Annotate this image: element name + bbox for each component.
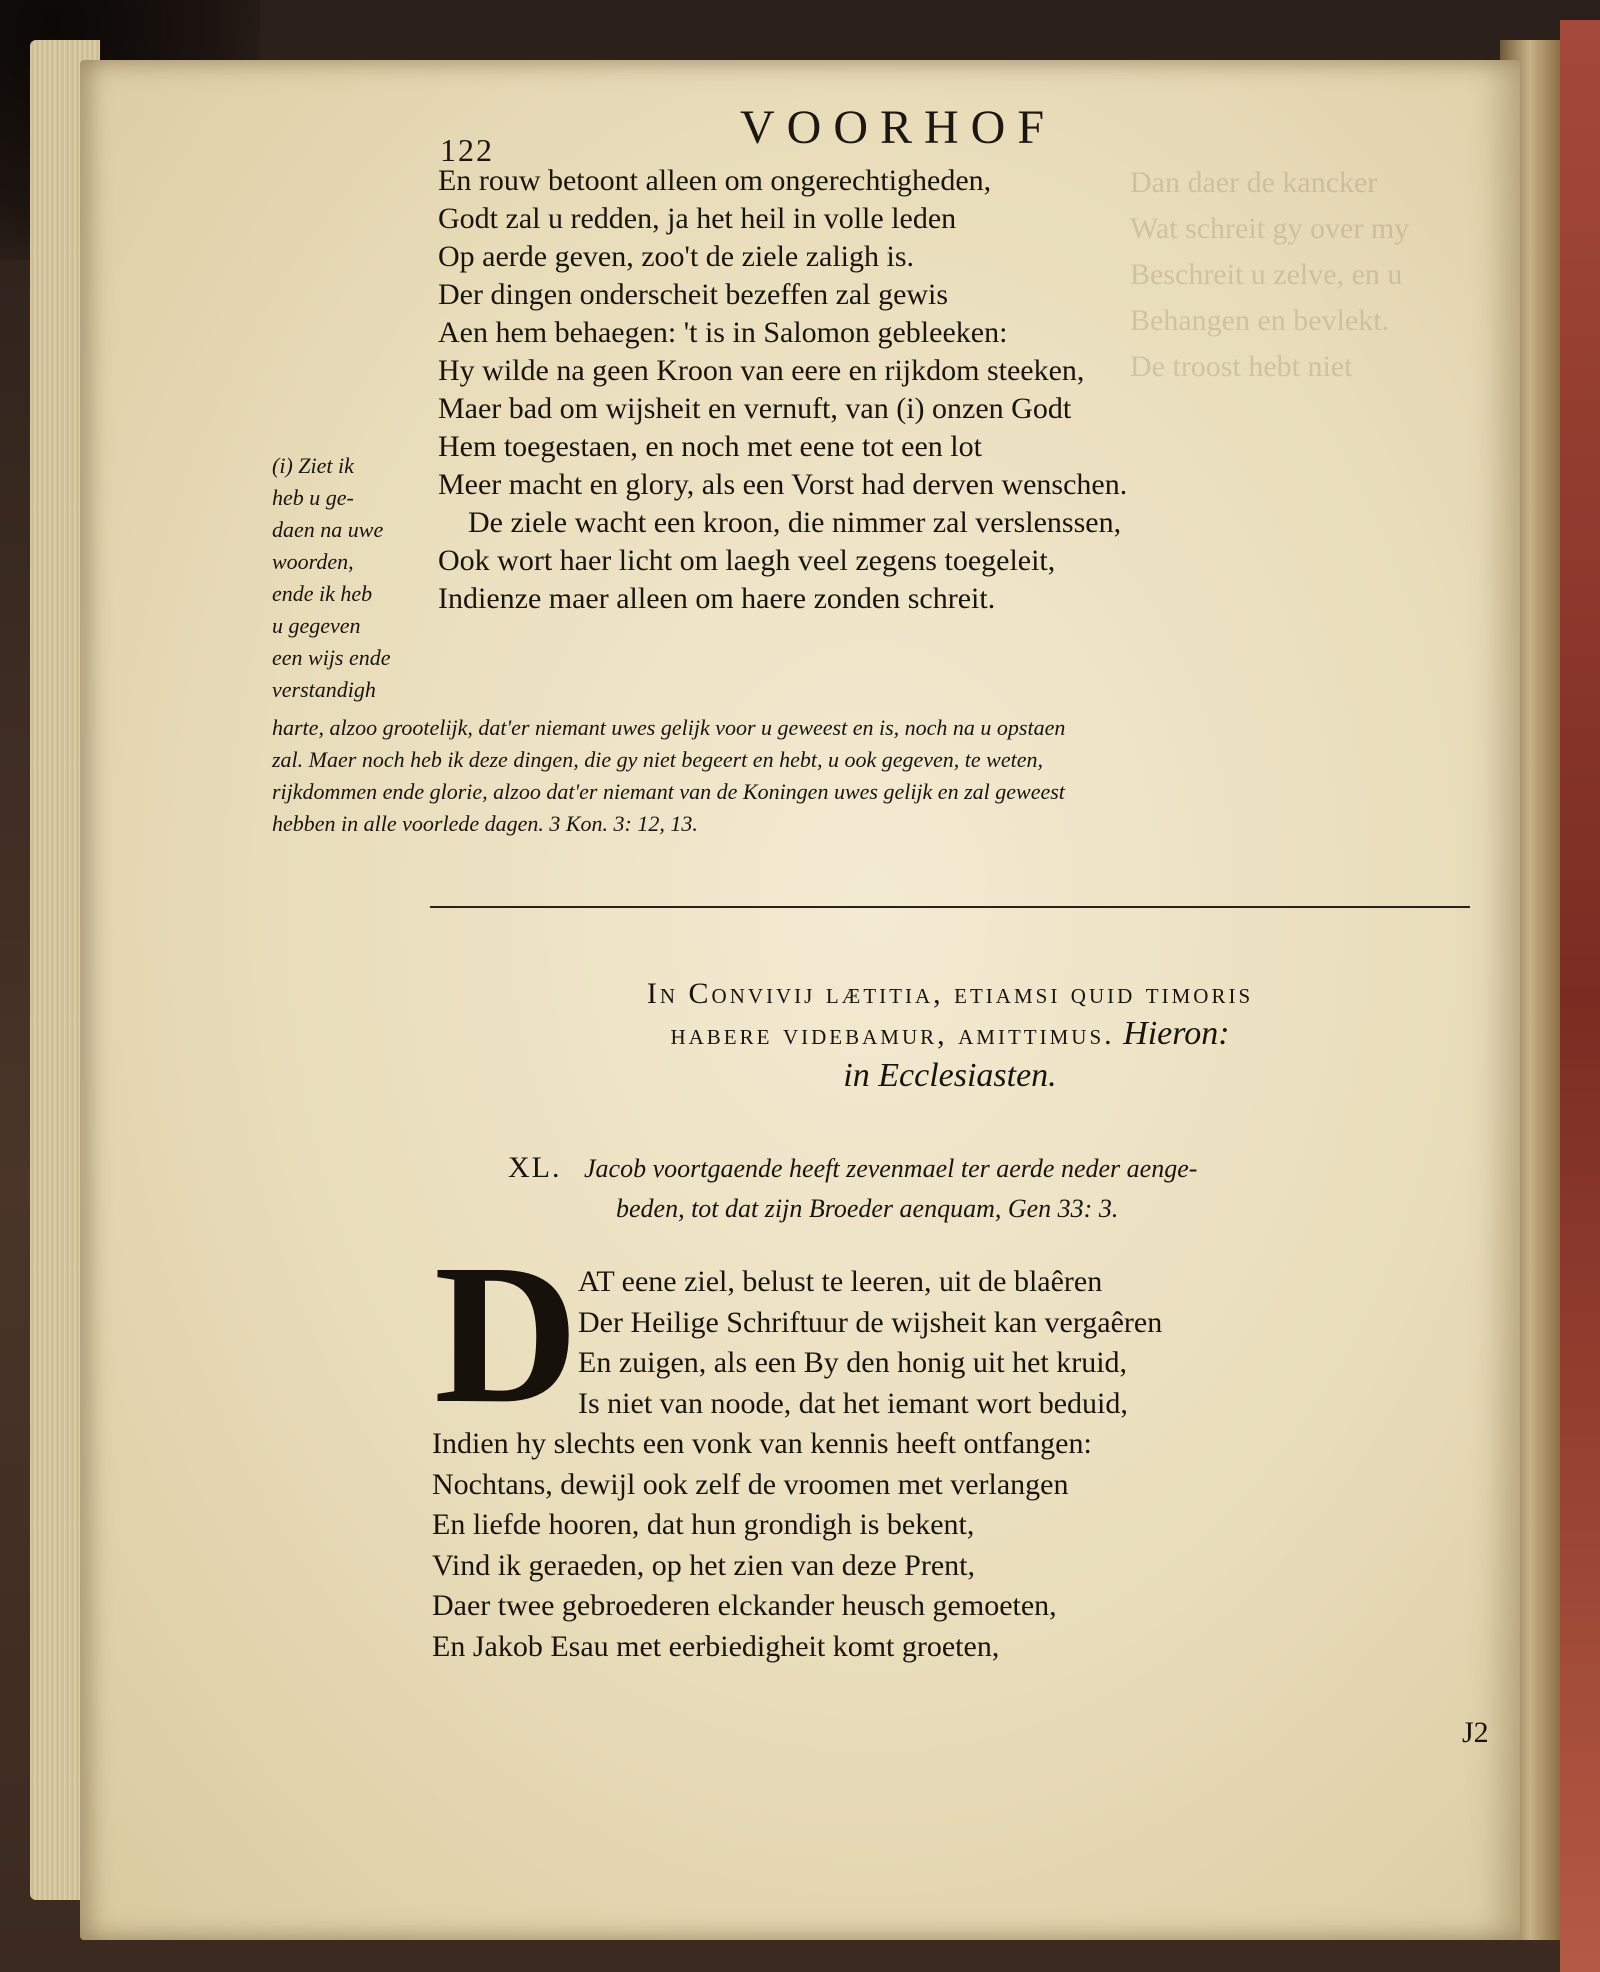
signature-mark: J2 — [1462, 1716, 1489, 1749]
verse-line: Maer bad om wijsheit en vernuft, van (i) onzen Godt — [438, 392, 1072, 425]
margin-note-line: verstandigh — [272, 677, 376, 702]
poem-line: Daer twee gebroederen elckander heusch gemoeten, — [432, 1589, 1057, 1622]
poem-line: Nochtans, dewijl ook zelf de vroomen met verlangen — [432, 1467, 1069, 1501]
poem-line: Vind ik geraeden, op het zien van deze Prent, — [432, 1548, 975, 1582]
page-number: 122 — [440, 132, 494, 168]
footnote-line: zal. Maer noch heb ik deze dingen, die gy niet begeert en hebt, u ook gegeven, te weten, — [272, 747, 1043, 772]
margin-note-line: u gegeven — [272, 613, 361, 638]
section-rule — [430, 906, 1470, 908]
poem — [432, 1262, 1432, 1667]
latin-motto — [430, 974, 1470, 1096]
verse-line: Indienze maer alleen om haere zonden schreit. — [438, 582, 996, 615]
margin-note-line: ende ik heb — [272, 581, 373, 606]
emblem-heading — [508, 1148, 1448, 1229]
verse-line: De ziele wacht een kroon, die nimmer zal verslenssen, — [468, 506, 1122, 539]
motto-source: in Ecclesiasten. — [843, 1057, 1057, 1094]
verse-line: Ook wort haer licht om laegh veel zegens toegeleit, — [438, 544, 1056, 577]
margin-note-line: (i) Ziet ik — [272, 453, 354, 478]
poem-line: En liefde hooren, dat hun grondigh is bekent, — [432, 1508, 975, 1541]
footnote — [272, 712, 1482, 840]
margin-note-line: daen na uwe — [272, 517, 384, 542]
motto-attribution: Hieron: — [1123, 1015, 1230, 1052]
running-title: VOORHOF — [740, 101, 1057, 154]
footnote-line: rijkdommen ende glorie, alzoo dat'er niemant van de Koningen uwes gelijk en zal geweest — [272, 779, 1065, 804]
drop-cap: D — [434, 1224, 579, 1445]
margin-note-line: heb u ge- — [272, 485, 354, 510]
verse-line: Hy wilde na geen Kroon van eere en rijkdom steeken, — [438, 354, 1085, 387]
poem-line: AT eene ziel, belust te leeren, uit de blaêren — [578, 1265, 1103, 1298]
emblem-caption: Jacob voortgaende heeft zevenmael ter aerde neder aenge- — [584, 1154, 1198, 1183]
poem-line: Der Heilige Schriftuur de wijsheit kan vergaêren — [578, 1305, 1163, 1339]
margin-note-line: woorden, — [272, 549, 354, 574]
poem-line: Is niet van noode, dat het iemant wort beduid, — [578, 1386, 1128, 1420]
verse-line: Godt zal u redden, ja het heil in volle leden — [438, 202, 957, 235]
verse-line: Meer macht en glory, als een Vorst had derven wenschen. — [438, 468, 1128, 501]
verse-line: En rouw betoont alleen om ongerechtigheden, — [438, 164, 992, 197]
footnote-line: hebben in alle voorlede dagen. 3 Kon. 3: 12, 13. — [272, 811, 698, 836]
verse-line: Der dingen onderscheit bezeffen zal gewis — [438, 278, 949, 311]
motto-line-1: In Convivij lætitia, etiamsi quid timoris — [646, 977, 1254, 1010]
verse-line: Op aerde geven, zoo't de ziele zaligh is. — [438, 240, 915, 273]
margin-note-line: een wijs ende — [272, 645, 391, 670]
top-verse — [438, 162, 1378, 618]
poem-line: Indien hy slechts een vonk van kennis heeft ontfangen: — [432, 1427, 1092, 1460]
verse-line: Hem toegestaen, en noch met eene tot een lot — [438, 430, 982, 463]
poem-line: En Jakob Esau met eerbiedigheit komt groeten, — [432, 1629, 1000, 1663]
verse-line: Aen hem behaegen: 't is in Salomon gebleeken: — [438, 316, 1008, 349]
poem-line: En zuigen, als een By den honig uit het kruid, — [578, 1346, 1128, 1379]
bleed-through-text: Dan daer de kancker Wat schreit gy over my Beschreit u zelve, en u Behangen en bevlekt. De troost hebt niet — [1130, 166, 1410, 383]
footnote-line: harte, alzoo grootelijk, dat'er niemant uwes gelijk voor u geweest en is, noch na u opstaen — [272, 715, 1066, 740]
margin-note — [272, 450, 442, 706]
emblem-number: XL. — [508, 1151, 562, 1184]
book-cover-edge — [1560, 20, 1600, 1972]
motto-line-2: habere videbamur, amittimus. — [670, 1018, 1115, 1051]
emblem-caption-continued: beden, tot dat zijn Broeder aenquam, Gen 33: 3. — [616, 1194, 1119, 1223]
